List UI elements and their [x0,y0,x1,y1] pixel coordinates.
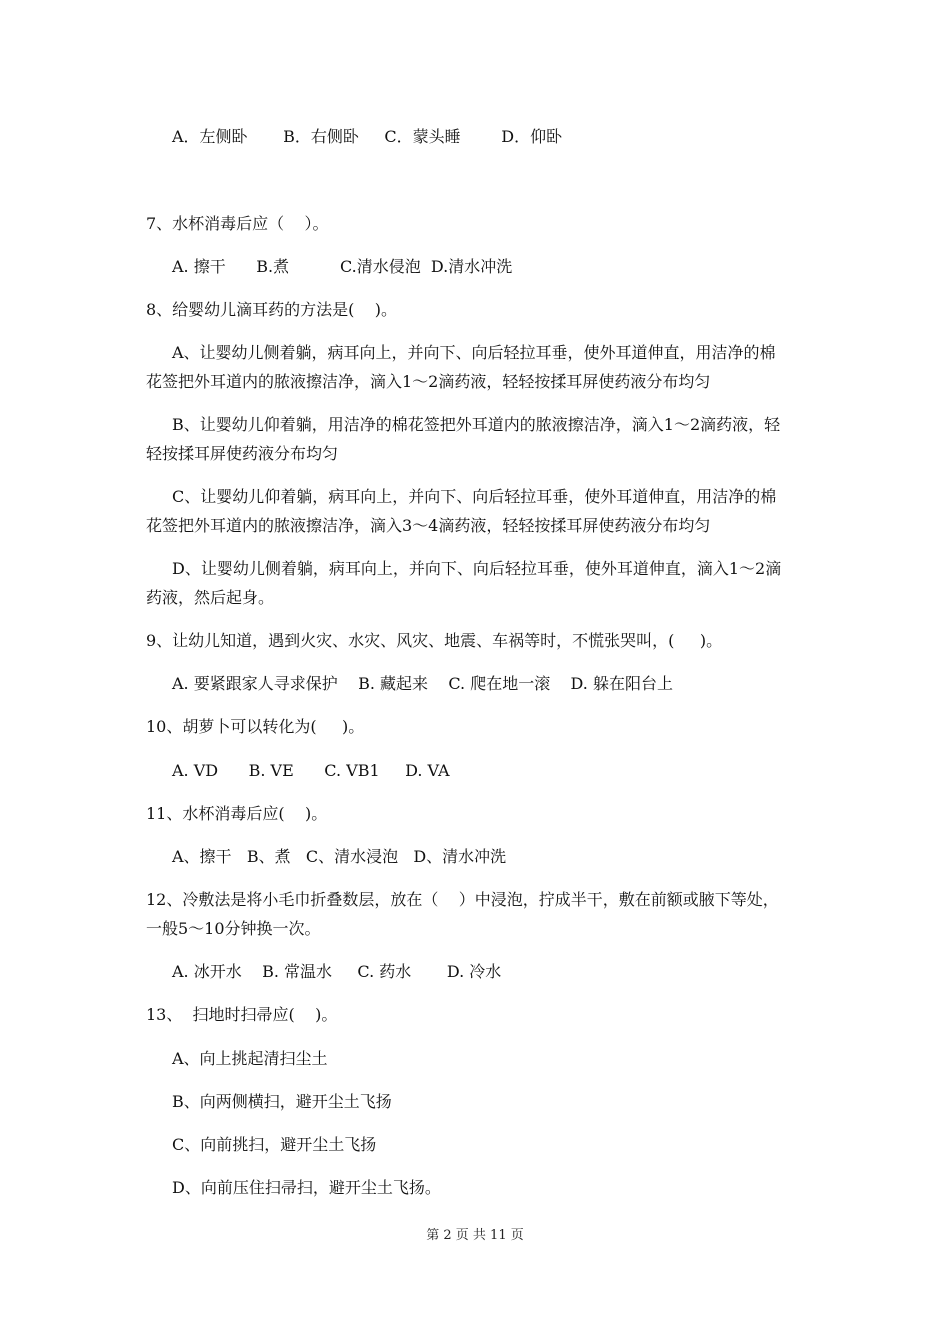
option-text: A. 冰开水 B. 常温水 C. 药水 D. 冷水 [172,962,502,981]
continuation-text: 花签把外耳道内的脓液擦洁净，滴入3～4滴药液，轻轻按揉耳屏使药液分布均匀 [146,516,711,535]
option-text: A、让婴幼儿侧着躺，病耳向上，并向下、向后轻拉耳垂，使外耳道伸直，用洁净的棉 [172,343,776,362]
continuation-text: 一般5～10分钟换一次。 [146,919,321,938]
option-text: A. 要紧跟家人寻求保护 B. 藏起来 C. 爬在地一滚 D. 躲在阳台上 [172,674,673,693]
page-footer: 第 2 页 共 11 页 [426,1228,524,1243]
question-text: 11、水杯消毒后应( )。 [146,804,328,823]
option-text: D、让婴幼儿侧着躺，病耳向上，并向下、向后轻拉耳垂，使外耳道伸直，滴入1～2滴 [172,559,782,578]
option-text: B、向两侧横扫，避开尘土飞扬 [172,1092,392,1111]
question-text: 12、冷敷法是将小毛巾折叠数层，放在（ ）中浸泡，拧成半干，敷在前额或腋下等处， [146,890,779,909]
option-text: C、向前挑扫，避开尘土飞扬 [172,1135,377,1154]
question-text: 8、给婴幼儿滴耳药的方法是( )。 [146,300,398,319]
option-text: D、向前压住扫帚扫，避开尘土飞扬。 [172,1178,441,1197]
option-text: A、向上挑起清扫尘土 [172,1049,328,1068]
continuation-text: 花签把外耳道内的脓液擦洁净，滴入1～2滴药液，轻轻按揉耳屏使药液分布均匀 [146,372,711,391]
question-text: 13、 扫地时扫帚应( )。 [146,1005,338,1024]
option-text: A. 擦干 B.煮 C.清水侵泡 D.清水冲洗 [172,257,513,276]
question-text: 9、让幼儿知道，遇到火灾、水灾、风灾、地震、车祸等时，不慌张哭叫，( )。 [146,631,723,650]
option-text: A．左侧卧 B．右侧卧 C．蒙头睡 D．仰卧 [172,127,563,146]
question-text: 7、水杯消毒后应（ ）。 [146,214,329,233]
option-text: A、擦干 B、煮 C、清水浸泡 D、清水冲洗 [172,847,507,866]
option-text: C、让婴幼儿仰着躺，病耳向上，并向下、向后轻拉耳垂，使外耳道伸直，用洁净的棉 [172,487,777,506]
continuation-text: 药液，然后起身。 [146,588,275,607]
question-text: 10、胡萝卜可以转化为( )。 [146,717,365,736]
option-text: A. VD B. VE C. VB1 D. VA [172,761,450,780]
continuation-text: 轻按揉耳屏使药液分布均匀 [146,444,339,463]
option-text: B、让婴幼儿仰着躺，用洁净的棉花签把外耳道内的脓液擦洁净，滴入1～2滴药液，轻 [172,415,781,434]
